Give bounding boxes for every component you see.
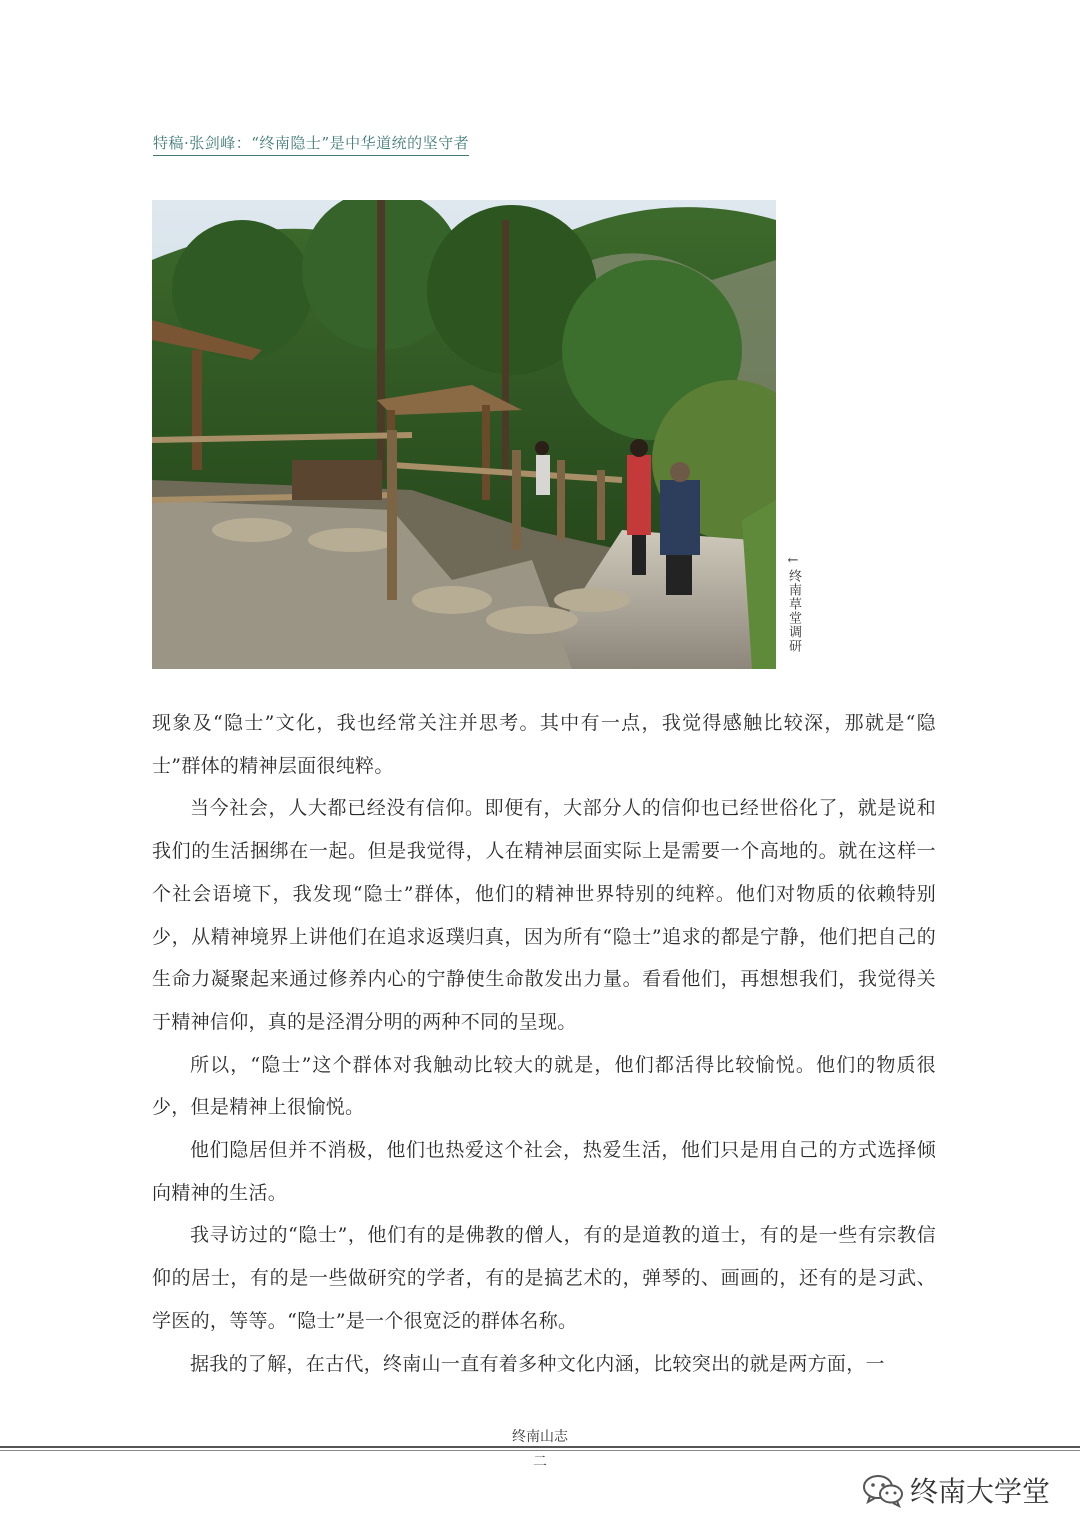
footer-divider xyxy=(0,1446,1080,1448)
paragraph: 我寻访过的“隐士”，他们有的是佛教的僧人，有的是道教的道士，有的是一些有宗教信仰的居士，有的是一些做研究的学者，有的是搞艺术的，弹琴的、画画的，还有的是习武、学医的，等等。“隐士”是一个很宽泛的群体名称。 xyxy=(152,1224,936,1332)
article-body xyxy=(152,702,936,1385)
caption-text: 终南草堂调研 xyxy=(786,569,801,653)
wechat-icon xyxy=(862,1472,904,1508)
mountain-path-photo xyxy=(152,200,776,669)
paragraph: 所以，“隐士”这个群体对我触动比较大的就是，他们都活得比较愉悦。他们的物质很少，但是精神上很愉悦。 xyxy=(152,1053,936,1119)
footer-publication: 终南山志 xyxy=(512,1429,568,1445)
page-number: 二 xyxy=(533,1454,547,1470)
photo-caption xyxy=(782,553,804,658)
watermark-text: 终南大学堂 xyxy=(910,1475,1051,1508)
article-photo xyxy=(152,200,776,669)
paragraph: 据我的了解，在古代，终南山一直有着多种文化内涵，比较突出的就是两方面，一 xyxy=(190,1352,885,1375)
running-header: 特稿·张剑峰：“终南隐士”是中华道统的坚守者 xyxy=(153,132,469,156)
paragraph: 现象及“隐士”文化，我也经常关注并思考。其中有一点，我觉得感触比较深，那就是“隐士”群体的精神层面很纯粹。 xyxy=(152,712,936,777)
wechat-watermark xyxy=(862,1466,1050,1514)
caption-arrow: ← xyxy=(787,553,799,568)
paragraph: 当今社会，人大都已经没有信仰。即便有，大部分人的信仰也已经世俗化了，就是说和我们的生活捆绑在一起。但是我觉得，人在精神层面实际上是需要一个高地的。就在这样一个社会语境下，我发现“隐士”群体，他们的精神世界特别的纯粹。他们对物质的依赖特别少，从精神境界上讲他们在追求返璞归真，因为所有“隐士”追求的都是宁静，他们把自己的生命力凝聚起来通过修养内心的宁静使生命散发出力量。看看他们，再想想我们，我觉得关于精神信仰，真的是泾渭分明的两种不同的呈现。 xyxy=(152,797,936,1033)
paragraph: 他们隐居但并不消极，他们也热爱这个社会，热爱生活，他们只是用自己的方式选择倾向精神的生活。 xyxy=(152,1139,936,1204)
